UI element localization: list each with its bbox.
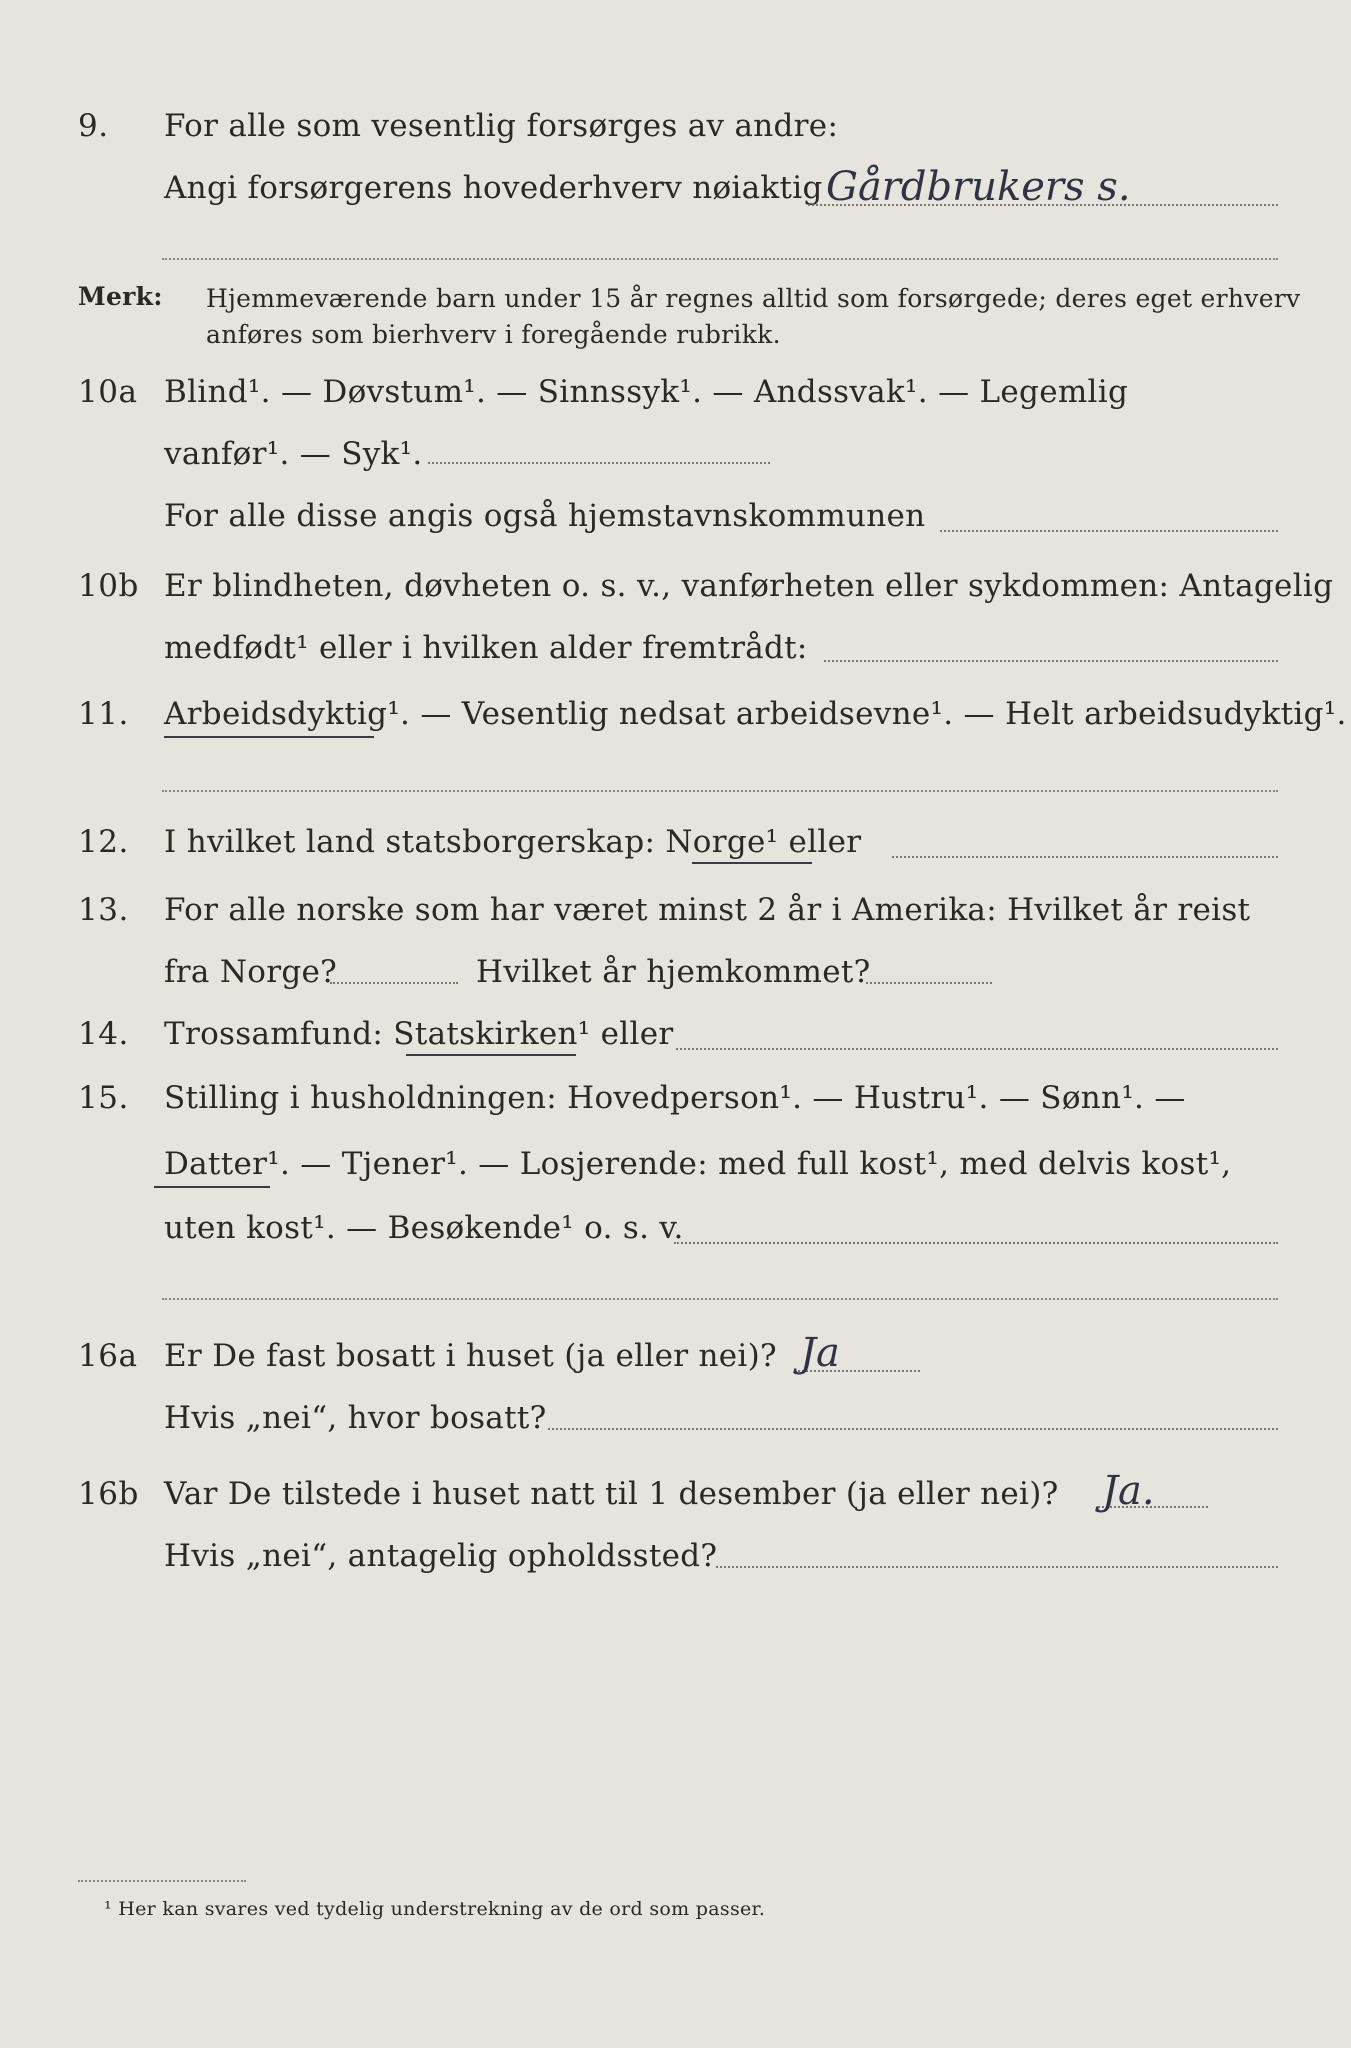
merk-label: Merk: bbox=[78, 282, 163, 311]
q14-underline-mark bbox=[406, 1054, 576, 1056]
q15-line2: Datter¹. — Tjener¹. — Losjerende: med full kost¹, med delvis kost¹, bbox=[164, 1146, 1232, 1182]
q16a-number: 16a bbox=[78, 1338, 138, 1374]
q12-number: 12. bbox=[78, 824, 129, 860]
q13-number: 13. bbox=[78, 892, 129, 928]
q11-number: 11. bbox=[78, 696, 129, 732]
q15-line1: Stilling i husholdningen: Hovedperson¹. — Hustru¹. — Sønn¹. — bbox=[164, 1080, 1186, 1116]
q16a-bosatt-line bbox=[548, 1428, 1278, 1430]
footnote-text: ¹ Her kan svares ved tydelig understrekning av de ord som passer. bbox=[104, 1898, 766, 1920]
q9-handwritten-answer: Gårdbrukers s. bbox=[826, 164, 1131, 210]
q10b-line1: Er blindheten, døvheten o. s. v., vanførheten eller sykdommen: Antagelig bbox=[164, 568, 1334, 604]
q10a-hjemstavn-line bbox=[940, 530, 1278, 532]
q13-hjemkommet-line bbox=[866, 982, 992, 984]
q10b-number: 10b bbox=[78, 568, 139, 604]
q13-reist-line bbox=[330, 982, 458, 984]
q10a-line3: For alle disse angis også hjemstavnskommunen bbox=[164, 498, 926, 534]
q10a-line1: Blind¹. — Døvstum¹. — Sinnssyk¹. — Andssvak¹. — Legemlig bbox=[164, 374, 1129, 410]
q11-underline-mark bbox=[164, 736, 374, 738]
q12-underline-mark bbox=[692, 862, 812, 864]
q16b-opholdssted-line bbox=[716, 1566, 1278, 1568]
q14-number: 14. bbox=[78, 1016, 129, 1052]
q10a-line2: vanfør¹. — Syk¹. bbox=[164, 436, 423, 472]
q13-line2-a: fra Norge? bbox=[164, 954, 338, 990]
q11-text: Arbeidsdyktig¹. — Vesentlig nedsat arbeidsevne¹. — Helt arbeidsudyktig¹. bbox=[164, 696, 1347, 732]
q14-answer-line bbox=[676, 1048, 1278, 1050]
q10a-number: 10a bbox=[78, 374, 138, 410]
q16b-line2: Hvis „nei“, antagelig opholdssted? bbox=[164, 1538, 718, 1574]
q11-blank-line bbox=[162, 790, 1278, 792]
q13-line1: For alle norske som har været minst 2 år i Amerika: Hvilket år reist bbox=[164, 892, 1251, 928]
q10b-answer-line bbox=[824, 660, 1278, 662]
q14-text: Trossamfund: Statskirken¹ eller bbox=[164, 1016, 674, 1052]
merk-line2: anføres som bierhverv i foregående rubrikk. bbox=[206, 320, 781, 349]
q15-line3: uten kost¹. — Besøkende¹ o. s. v. bbox=[164, 1210, 684, 1246]
q12-text: I hvilket land statsborgerskap: Norge¹ eller bbox=[164, 824, 862, 860]
q16b-number: 16b bbox=[78, 1476, 139, 1512]
q16b-handwritten-answer: Ja. bbox=[1102, 1468, 1155, 1514]
q15-underline-mark bbox=[154, 1186, 270, 1188]
q9-number: 9. bbox=[78, 108, 109, 144]
q10a-answer-line bbox=[428, 462, 770, 464]
q16a-line1: Er De fast bosatt i huset (ja eller nei)? bbox=[164, 1338, 777, 1374]
q15-number: 15. bbox=[78, 1080, 129, 1116]
q15-blank-line bbox=[162, 1298, 1278, 1300]
q9-line1: For alle som vesentlig forsørges av andre: bbox=[164, 108, 839, 144]
q16a-handwritten-answer: Ja bbox=[800, 1330, 840, 1376]
q15-answer-line bbox=[674, 1242, 1278, 1244]
q9-blank-line bbox=[162, 258, 1278, 260]
merk-line1: Hjemmeværende barn under 15 år regnes alltid som forsørgede; deres eget erhverv bbox=[206, 284, 1301, 313]
q13-line2-b: Hvilket år hjemkommet? bbox=[476, 954, 871, 990]
q9-line2: Angi forsørgerens hovederhverv nøiaktig bbox=[164, 170, 823, 206]
q12-answer-line bbox=[892, 856, 1278, 858]
footnote-rule bbox=[78, 1880, 246, 1882]
q10b-line2: medfødt¹ eller i hvilken alder fremtrådt: bbox=[164, 630, 808, 666]
q16a-line2: Hvis „nei“, hvor bosatt? bbox=[164, 1400, 547, 1436]
q16b-line1: Var De tilstede i huset natt til 1 desember (ja eller nei)? bbox=[164, 1476, 1059, 1512]
